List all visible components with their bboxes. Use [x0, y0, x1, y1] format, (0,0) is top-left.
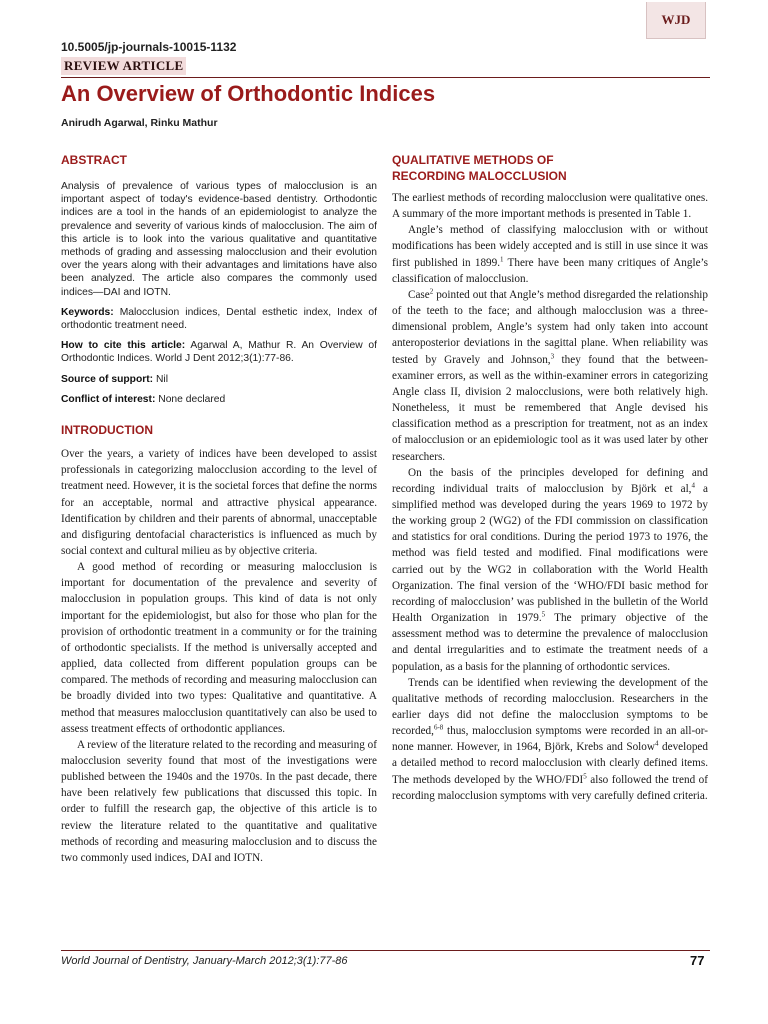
authors: Anirudh Agarwal, Rinku Mathur [61, 117, 218, 129]
qual-paragraph-1: The earliest methods of recording malocclusion were qualitative ones. A summary of the more important methods is presented in Table 1. [392, 192, 708, 221]
qual-p3-text-a: Case [408, 288, 430, 301]
article-type-label: REVIEW ARTICLE [61, 57, 186, 75]
qualitative-section [392, 152, 708, 804]
ref-5: 5 [541, 610, 546, 619]
support-text: Nil [155, 373, 168, 385]
keywords [61, 306, 377, 332]
qual-p3-text-c: they found that the between-examiner errors, as well as the within-examiner errors in categorizing Angle class II, division 2 malocclusions, were both relatively high. Nonetheless, it must be remembered that Angle devised his classification method as a prescription for treatment, not as an index of malocclusion or an epidemiologic tool as it was used later by other researchers. [392, 353, 708, 463]
intro-paragraph-1: Over the years, a variety of indices have been developed to assist professionals in categorizing malocclusion according to the level of treatment need. However, it is the societal forces that define the norms for an acceptable, normal and attractive physical appearance. Identification by children and their parents of abnormal, unacceptable and disfiguring dentofacial characteristics is influenced as much by social context and cultural milieu as by objective criteria. [61, 448, 377, 557]
intro-paragraph-3: A review of the literature related to the recording and measuring of malocclusion severity found that most of the investigations were published between the 1940s and the 1970s. In the past decade, there have been relatively few publications that discussed this topic. In order to fulfill the research gap, the objective of this article is to review the literature related to the quantitative and qualitative methods of recording and measuring malocclusion and to discuss the two commonly used indices, DAI and IOTN. [61, 738, 377, 864]
introduction-heading: INTRODUCTION [61, 423, 153, 438]
ref-4b: 4 [654, 739, 659, 748]
qual-p5-text-a: Trends can be identified when reviewing the development of the qualitative methods of recording malocclusion. Researchers in the earlier days did not define the malocclusion symptoms to be recorded, [392, 676, 708, 738]
doi: 10.5005/jp-journals-10015-1132 [61, 40, 237, 54]
citation-text: Agarwal A, Mathur R. An Overview of Orthodontic Indices. World J Dent 2012;3(1):77-86. [61, 340, 377, 365]
journal-badge: WJD [646, 2, 706, 39]
qual-p5-text-c: developed a detailed method to record malocclusion with clearly defined items. The methods developed by the WHO/FDI [392, 741, 708, 786]
qual-p4-text-b: a simplified method was developed during the years 1969 to 1972 by the working group 2 (WG2) of the FDI commission on classification and statistics for oral conditions. During the period 1973 to 1976, the method was field tested and modified. Final modifications were carried out by the WG2 in collaboration with the World Health Organization. The final version of the ‘WHO/FDI basic method for recording of malocclusion’ was published in the bulletin of the World Health Organization in 1979. [392, 482, 708, 625]
introduction-section [61, 422, 377, 866]
conflict-label: Conflict of interest: [61, 393, 156, 405]
qual-p2-text-b: There have been many critiques of Angle’s classification of malocclusion. [392, 256, 708, 285]
ref-1: 1 [500, 254, 504, 263]
left-column [61, 152, 377, 866]
citation-label: How to cite this article: [61, 340, 186, 352]
ref-5b: 5 [583, 771, 587, 780]
qual-paragraph-5 [392, 675, 708, 804]
conflict-of-interest [61, 393, 377, 406]
citation [61, 339, 377, 365]
qualitative-heading-line2: RECORDING MALOCCLUSION [392, 169, 567, 183]
intro-paragraph-2: A good method of recording or measuring malocclusion is important for documentation of the prevalence and severity of malocclusion in population groups. This kind of data is not only important for the epidemiologist, but also for those who plan for the provision of orthodontic treatment in a community or for the training of orthodontic specialists. If the method is universally accepted and applied, data collected from different population groups can be compared. The methods of recording and measuring malocclusion can be broadly divided into two types: Qualitative and quantitative. A method that measures malocclusion quantitatively can also be used to assess treatment effects of orthodontic appliances. [61, 561, 377, 735]
keywords-label: Keywords: [61, 306, 114, 318]
support-label: Source of support: [61, 373, 154, 385]
qual-paragraph-3 [392, 287, 708, 465]
abstract-heading: ABSTRACT [61, 153, 127, 167]
ref-3: 3 [550, 351, 555, 360]
qual-paragraph-4 [392, 465, 708, 675]
header-rule [61, 77, 710, 78]
right-column [392, 152, 708, 804]
qual-p5-text-d: also followed the trend of recording malocclusion symptoms with very carefully defined criteria. [392, 773, 708, 802]
ref-2: 2 [429, 287, 434, 296]
qualitative-heading-line1: QUALITATIVE METHODS OF [392, 153, 554, 167]
qual-paragraph-2 [392, 222, 708, 287]
qual-p4-text-a: On the basis of the principles developed for defining and recording individual traits of malocclusion by Björk et al, [392, 466, 708, 495]
qual-p5-text-b: thus, malocclusion symptoms were recorded in an all-or-none manner. However, in 1964, Björk, Krebs and Solow [392, 725, 708, 754]
page-number: 77 [690, 953, 705, 968]
abstract-section [61, 152, 377, 406]
article-title: An Overview of Orthodontic Indices [61, 81, 436, 106]
footer-journal-citation: World Journal of Dentistry, January-March 2012;3(1):77-86 [61, 955, 348, 967]
qual-p4-text-c: The primary objective of the assessment method was to determine the prevalence of malocclusion and dental irregularities and to estimate the treatment needs of a population, as a basis for the planning of orthodontic services. [392, 612, 708, 673]
source-of-support [61, 373, 377, 386]
ref-4: 4 [691, 481, 695, 490]
abstract-text: Analysis of prevalence of various types of malocclusion is an important aspect of today's evidence-based dentistry. Orthodontic indices are a tool in the hands of an epidemiologist to analyze the prevalence and severity of various kinds of malocclusion. The aim of this article is to look into the various qualitative and quantitative methods of grading and assessing malocclusion and their evolution over the years along with their advantages and limitations have also been analyzed. The article also compares the commonly used indices—DAI and IOTN. [61, 181, 377, 298]
qual-p2-text-a: Angle’s method of classifying malocclusion with or without modifications has been widely accepted and is still in use since it was first published in 1899. [392, 224, 708, 269]
conflict-text: None declared [158, 393, 226, 405]
qual-p3-text-b: pointed out that Angle’s method disregarded the relationship of the teeth to the face; and although malocclusion was a three-dimensional problem, Angle’s system had only taken into account anteroposterior deviations in the sagittal plane. When reliability was tested by Gravely and Johnson, [392, 288, 708, 366]
qualitative-heading [392, 152, 708, 184]
ref-6-8: 6-8 [433, 723, 444, 732]
keywords-text: Malocclusion indices, Dental esthetic index, Index of orthodontic treatment need. [61, 306, 377, 332]
footer-rule [61, 950, 710, 951]
